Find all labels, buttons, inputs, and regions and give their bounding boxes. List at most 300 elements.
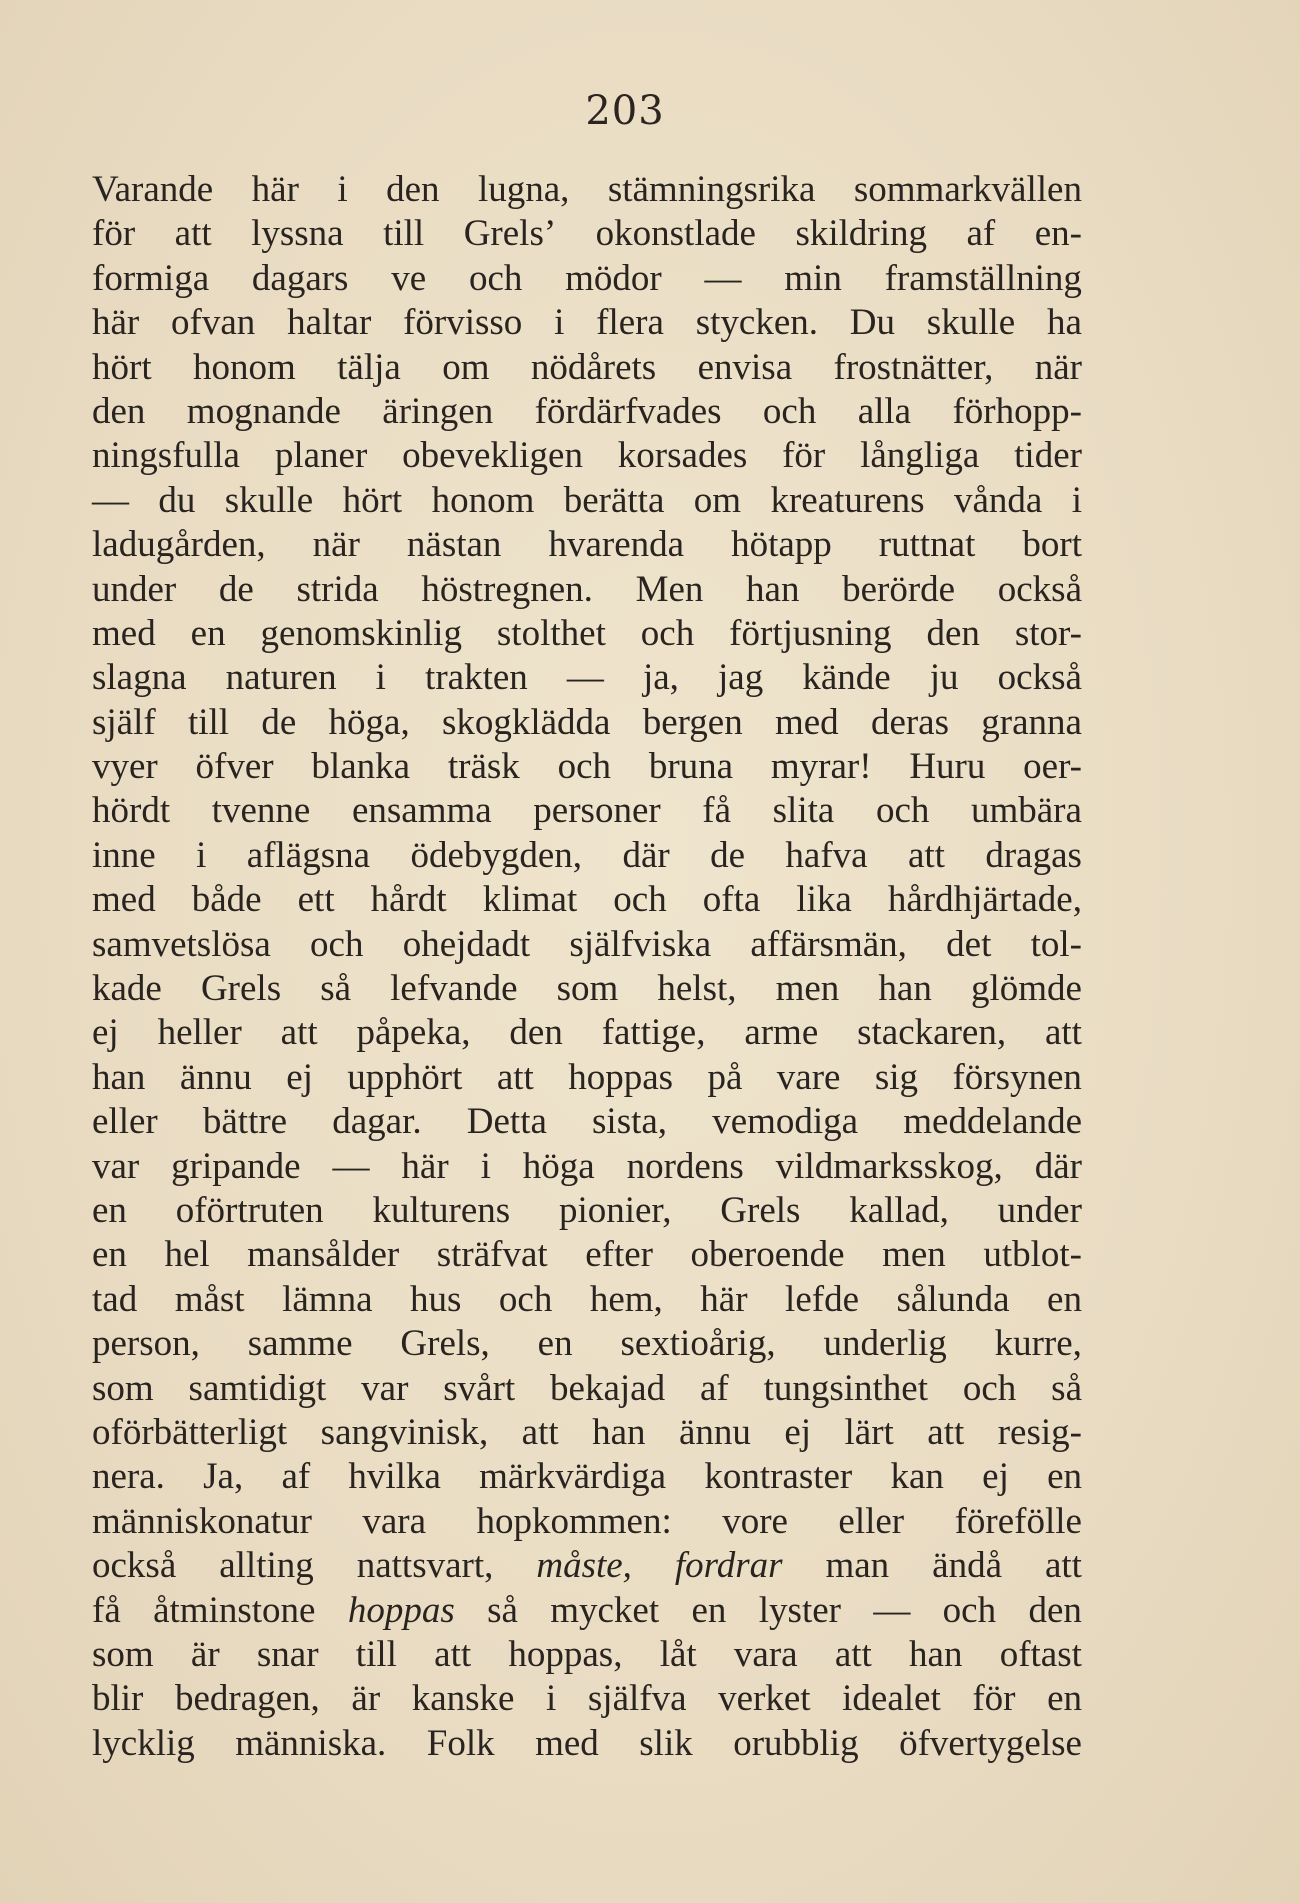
word: af	[281, 1456, 311, 1498]
word: till	[383, 213, 425, 255]
word: stackaren,	[857, 1012, 1007, 1054]
word: ännu	[179, 1056, 252, 1098]
word: vyer	[92, 746, 158, 788]
word: kanske	[411, 1678, 515, 1720]
word: sista,	[592, 1101, 668, 1143]
word: märkvärdiga	[479, 1456, 667, 1498]
word: höstregnen.	[421, 568, 593, 610]
word: ej	[286, 1056, 313, 1098]
word: kallad,	[849, 1189, 949, 1231]
word: att	[280, 1012, 318, 1054]
word: till	[187, 701, 230, 743]
word: hvarenda	[548, 524, 685, 566]
word: kontraster	[704, 1456, 853, 1498]
word: eller	[838, 1500, 905, 1542]
word: upphört	[347, 1056, 463, 1098]
word: träsk	[447, 746, 520, 788]
word: att	[927, 1411, 965, 1453]
word: här	[401, 1145, 449, 1187]
word: eller	[92, 1101, 158, 1143]
word: den	[92, 390, 146, 432]
word: för	[782, 435, 826, 477]
word: själf	[92, 701, 156, 743]
word: af	[699, 1367, 729, 1409]
word: ohejdadt	[402, 923, 531, 965]
text-line	[92, 301, 1082, 345]
word: lyster	[758, 1589, 841, 1631]
word: men	[882, 1234, 946, 1276]
word: pionier,	[558, 1189, 672, 1231]
italic-word: fordrar	[674, 1545, 783, 1587]
word: att	[434, 1633, 472, 1675]
word: formiga	[92, 257, 210, 299]
word: sig	[874, 1056, 919, 1098]
word: framställning	[884, 257, 1082, 299]
word: själfviska	[569, 923, 712, 965]
word: hötapp	[731, 524, 832, 566]
word: och	[498, 1278, 553, 1320]
text-line	[92, 479, 1082, 523]
word: en	[92, 1189, 127, 1231]
text-line	[92, 612, 1082, 656]
word: där	[1034, 1145, 1082, 1187]
word: slita	[772, 790, 835, 832]
word: haltar	[287, 302, 372, 344]
word: mansålder	[247, 1234, 400, 1276]
word: utblot-	[983, 1234, 1082, 1276]
word: förhopp-	[952, 390, 1082, 432]
word: ensamma	[351, 790, 492, 832]
text-line	[92, 1544, 1082, 1588]
word: till	[355, 1633, 397, 1675]
word: de	[218, 568, 254, 610]
word: ej	[92, 1012, 119, 1054]
word: en-	[1034, 213, 1082, 255]
word: hus	[410, 1278, 462, 1320]
word: den	[386, 169, 440, 210]
word: oförtruten	[175, 1189, 324, 1231]
text-line	[92, 1056, 1082, 1100]
word: bergen	[642, 701, 743, 743]
word: okonstlade	[595, 213, 756, 255]
word: lugna,	[477, 169, 570, 210]
text-line	[92, 1455, 1082, 1499]
word: lärt	[844, 1411, 894, 1453]
word: långliga	[860, 435, 980, 477]
word: sträfvat	[436, 1234, 548, 1276]
word: stor-	[1014, 612, 1082, 654]
word: ju	[929, 657, 959, 699]
word: granna	[981, 701, 1082, 743]
word: när	[312, 524, 360, 566]
word: mödor	[565, 257, 662, 299]
word: förefölle	[954, 1500, 1082, 1542]
word: så	[320, 968, 352, 1010]
word: kände	[802, 657, 891, 699]
text-line	[92, 923, 1082, 967]
word: tvenne	[211, 790, 311, 832]
word: strida	[296, 568, 379, 610]
word: klimat	[482, 879, 578, 921]
word: hårdhjärtade,	[887, 879, 1082, 921]
word: att	[1044, 1545, 1082, 1587]
word: vara	[733, 1633, 798, 1675]
word: skildring	[795, 213, 928, 255]
word: arme	[744, 1012, 819, 1054]
word: ej	[784, 1411, 812, 1453]
page-number: 203	[585, 88, 665, 134]
word: bedragen,	[174, 1678, 320, 1720]
word: en	[1047, 1456, 1082, 1498]
word: sangvinisk,	[320, 1411, 489, 1453]
word: som	[92, 1367, 154, 1409]
text-line	[92, 1677, 1082, 1721]
word: tungsinthet	[763, 1367, 929, 1409]
word: affärsmän,	[750, 923, 907, 965]
word: bort	[1022, 524, 1082, 566]
word: påpeka,	[356, 1012, 471, 1054]
word: helst,	[657, 968, 737, 1010]
word: måst	[174, 1278, 245, 1320]
word: ödebygden,	[410, 834, 583, 876]
word: skulle	[224, 479, 314, 521]
word: kan	[890, 1456, 944, 1498]
word: kade	[92, 968, 162, 1010]
word: i	[1071, 479, 1082, 521]
word: att	[496, 1056, 534, 1098]
word: där	[622, 834, 670, 876]
word: här	[700, 1278, 748, 1320]
word: deras	[870, 701, 950, 743]
word: åtminstone	[153, 1589, 316, 1631]
text-line	[92, 701, 1082, 745]
word: hafva	[785, 834, 868, 876]
text-line	[92, 745, 1082, 789]
word: sålunda	[896, 1278, 1010, 1320]
word: hårdt	[370, 879, 447, 921]
word: —	[566, 657, 604, 699]
word: naturen	[225, 657, 337, 699]
word: lefde	[785, 1278, 859, 1320]
word: Varande	[92, 169, 214, 210]
word: den	[509, 1012, 563, 1054]
word: allting	[219, 1545, 314, 1587]
word: den	[926, 612, 980, 654]
word: dagars	[251, 257, 349, 299]
word: stämningsrika	[607, 169, 816, 210]
word: samme	[247, 1323, 353, 1365]
word: här	[251, 169, 299, 210]
word: under	[92, 568, 177, 610]
word: kreaturens	[770, 479, 925, 521]
word: fördärfvades	[534, 390, 722, 432]
word: och	[762, 390, 817, 432]
text-line	[92, 168, 1082, 212]
word: ej	[982, 1456, 1009, 1498]
word: få	[702, 790, 732, 832]
word: ve	[391, 257, 427, 299]
word: nödårets	[530, 346, 657, 388]
word: genomskinlig	[260, 612, 462, 654]
text-line	[92, 1589, 1082, 1633]
word: Ja,	[203, 1456, 244, 1498]
text-line	[92, 1233, 1082, 1277]
word: om	[442, 346, 490, 388]
text-line	[92, 434, 1082, 478]
word: jag	[718, 657, 764, 699]
word: ruttnat	[878, 524, 976, 566]
word: lefvande	[390, 968, 518, 1010]
word: efter	[585, 1234, 653, 1276]
word: nästan	[406, 524, 502, 566]
word: skulle	[926, 302, 1016, 344]
word: i	[554, 302, 565, 344]
word: höga	[522, 1145, 595, 1187]
word: att	[1044, 1012, 1082, 1054]
word: att	[174, 213, 212, 255]
text-line	[92, 257, 1082, 301]
word: var	[361, 1367, 409, 1409]
text-line	[92, 1500, 1082, 1544]
word: och	[310, 923, 364, 965]
word: i	[375, 657, 386, 699]
word: ha	[1046, 302, 1082, 344]
word: hoppas	[568, 1056, 674, 1098]
word: han	[746, 568, 800, 610]
word: också	[92, 1545, 177, 1587]
word: han	[909, 1633, 963, 1675]
word: fattige,	[601, 1012, 706, 1054]
word: alla	[857, 390, 912, 432]
text-line	[92, 346, 1082, 390]
word: honom	[431, 479, 535, 521]
word: trakten	[425, 657, 528, 699]
word: öfvertygelse	[899, 1722, 1082, 1764]
word: de	[710, 834, 746, 876]
word: man	[825, 1545, 890, 1587]
text-line	[92, 967, 1082, 1011]
word: obevekligen	[402, 435, 583, 477]
text-line	[92, 1011, 1082, 1055]
word: samtidigt	[188, 1367, 327, 1409]
word: hvilka	[348, 1456, 441, 1498]
word: de	[261, 701, 297, 743]
word: sommarkvällen	[853, 169, 1082, 210]
word: om	[693, 479, 742, 521]
text-line	[92, 1722, 1082, 1766]
word: höga,	[328, 701, 410, 743]
word: glömde	[970, 968, 1082, 1010]
word: personer	[533, 790, 661, 832]
word: vånda	[953, 479, 1043, 521]
word: få	[92, 1589, 121, 1631]
word: nera.	[92, 1456, 165, 1498]
text-line	[92, 834, 1082, 878]
text-line	[92, 1189, 1082, 1233]
word: tälja	[337, 346, 401, 388]
word: att	[521, 1411, 559, 1453]
word: så	[1051, 1367, 1082, 1409]
word: människonatur	[92, 1500, 312, 1542]
word: Detta	[466, 1101, 547, 1143]
word: idealet	[842, 1678, 941, 1720]
word: så	[487, 1589, 518, 1631]
word: myrar!	[770, 746, 872, 788]
word: låt	[659, 1633, 697, 1675]
word: umbära	[970, 790, 1082, 832]
word: och	[875, 790, 930, 832]
word: hördt	[92, 790, 171, 832]
word: oer-	[1023, 746, 1082, 788]
word: i	[480, 1145, 491, 1187]
word: resig-	[997, 1411, 1082, 1453]
word: både	[191, 879, 262, 921]
word: min	[784, 257, 842, 299]
word: som	[556, 968, 619, 1010]
word: som	[92, 1633, 154, 1675]
word: och	[468, 257, 523, 299]
word: Du	[849, 302, 896, 344]
word: snar	[256, 1633, 319, 1675]
word: i	[196, 834, 207, 876]
word: ofta	[702, 879, 761, 921]
word: och	[942, 1589, 997, 1631]
text-line	[92, 1145, 1082, 1189]
word: ännu	[678, 1411, 751, 1453]
word: oberoende	[690, 1234, 845, 1276]
word: att	[907, 834, 945, 876]
word: vemodiga	[712, 1101, 859, 1143]
word: att	[834, 1633, 872, 1675]
word: vore	[722, 1500, 788, 1542]
word: verket	[718, 1678, 811, 1720]
word: hoppas,	[508, 1633, 623, 1675]
word: bättre	[202, 1101, 288, 1143]
word: dragas	[985, 834, 1082, 876]
word: Grels	[720, 1189, 801, 1231]
word: Huru	[909, 746, 986, 788]
word: tad	[92, 1278, 138, 1320]
text-line	[92, 1100, 1082, 1144]
word: en	[691, 1589, 727, 1631]
word: när	[1034, 346, 1082, 388]
word: kulturens	[372, 1189, 511, 1231]
word: var	[92, 1145, 140, 1187]
text-line	[92, 1633, 1082, 1677]
italic-word: hoppas	[347, 1589, 455, 1631]
word: försynen	[952, 1056, 1082, 1098]
word: på	[707, 1056, 743, 1098]
word: hel	[164, 1234, 210, 1276]
word: blir	[92, 1678, 144, 1720]
word: en	[190, 612, 226, 654]
word: det	[946, 923, 992, 965]
word: ja,	[642, 657, 679, 699]
word: lämna	[282, 1278, 373, 1320]
word: för	[972, 1678, 1016, 1720]
word: blanka	[311, 746, 411, 788]
word: är	[351, 1678, 381, 1720]
text-line	[92, 523, 1082, 567]
word: kurre,	[994, 1323, 1082, 1365]
word: ofvan	[171, 302, 256, 344]
word: en	[1047, 1678, 1082, 1720]
word: i	[337, 169, 348, 210]
word: —	[873, 1589, 911, 1631]
word: slik	[639, 1722, 693, 1764]
word: en	[92, 1234, 127, 1276]
word: person,	[92, 1323, 200, 1365]
word: bekajad	[550, 1367, 666, 1409]
word: mognande	[186, 390, 341, 432]
word: för	[92, 213, 136, 255]
word: förtjusning	[729, 612, 892, 654]
word: inne	[92, 834, 156, 876]
word: vildmarksskog,	[775, 1145, 1003, 1187]
word: nattsvart,	[356, 1545, 494, 1587]
word: äringen	[382, 390, 494, 432]
body-text	[92, 168, 1082, 1766]
word: tol-	[1030, 923, 1082, 965]
text-line	[92, 656, 1082, 700]
word: ningsfulla	[92, 435, 240, 477]
word: lycklig	[92, 1722, 195, 1764]
word: —	[92, 479, 129, 521]
word: Folk	[426, 1722, 495, 1764]
word: nordens	[626, 1145, 744, 1187]
word: du	[158, 479, 196, 521]
word: stolthet	[496, 612, 606, 654]
word: en	[1047, 1278, 1082, 1320]
word: orubblig	[733, 1722, 859, 1764]
word: planer	[274, 435, 368, 477]
word: hopkommen:	[476, 1500, 672, 1542]
word: korsades	[617, 435, 748, 477]
word: bruna	[648, 746, 734, 788]
word: den	[1028, 1589, 1082, 1631]
word: en	[537, 1323, 573, 1365]
word: är	[190, 1633, 220, 1675]
word: och	[640, 612, 695, 654]
word: med	[92, 879, 156, 921]
word: med	[535, 1722, 599, 1764]
word: meddelande	[903, 1101, 1082, 1143]
word: ett	[297, 879, 335, 921]
word: frostnätter,	[833, 346, 994, 388]
word: förvisso	[403, 302, 523, 344]
word: mycket	[550, 1589, 660, 1631]
word: själfva	[587, 1678, 687, 1720]
word: oförbätterligt	[92, 1411, 288, 1453]
word: med	[92, 612, 156, 654]
text-line	[92, 1411, 1082, 1455]
word: berörde	[842, 568, 956, 610]
text-line	[92, 1322, 1082, 1366]
word: ladugården,	[92, 524, 266, 566]
word: underlig	[823, 1323, 947, 1365]
text-line	[92, 568, 1082, 612]
word: under	[997, 1189, 1082, 1231]
word: hört	[342, 479, 403, 521]
word: ändå	[932, 1545, 1003, 1587]
word: svårt	[443, 1367, 516, 1409]
word: —	[332, 1145, 370, 1187]
word: hört	[92, 346, 152, 388]
word: slagna	[92, 657, 187, 699]
italic-word: måste,	[536, 1545, 632, 1587]
text-line	[92, 212, 1082, 256]
word: sextioårig,	[620, 1323, 776, 1365]
